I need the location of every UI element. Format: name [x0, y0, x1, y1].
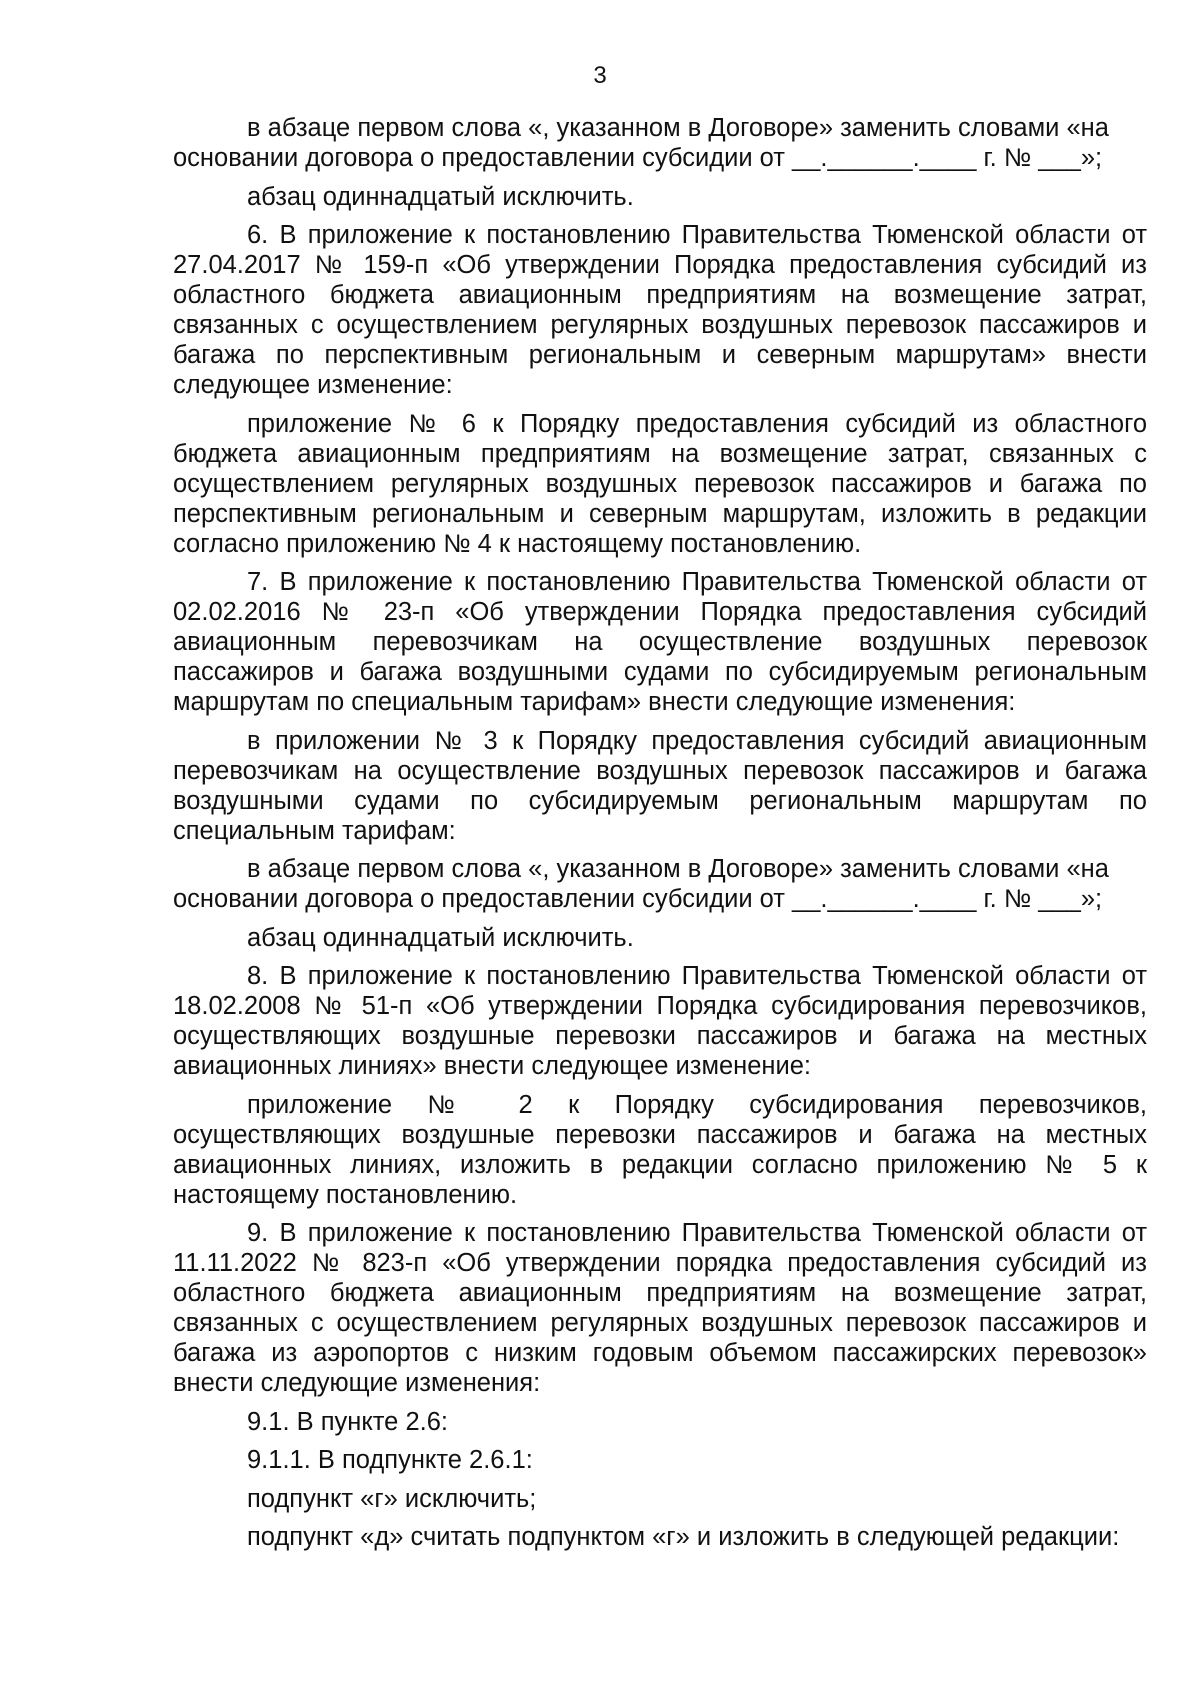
- paragraph: в приложении № 3 к Порядку предоставления субсидий авиационным перевозчикам на осуществление воздушных перевозок пассажиров и багажа воздушными судами по субсидируемым региональным маршрутам по специальным тарифам:: [173, 726, 1155, 845]
- paragraph: приложение № 6 к Порядку предоставления субсидий из областного бюджета авиационным предприятиям на возмещение затрат, связанных с осуществлением регулярных воздушных перевозок пассажиров и багажа по перспективным региональным и северным маршрутам, изложить в редакции согласно приложению № 4 к настоящему постановлению.: [173, 409, 1155, 558]
- paragraph: абзац одиннадцатый исключить.: [247, 923, 634, 952]
- paragraph: в абзаце первом слова «, указанном в Договоре» заменить словами «на основании договора о предоставлении субсидии от __.______.____ г. № ___»;: [173, 855, 1116, 913]
- paragraph: 9.1. В пункте 2.6:: [247, 1407, 448, 1436]
- document-body: [173, 113, 1155, 1561]
- page-number: 3: [593, 62, 607, 89]
- paragraph: подпункт «г» исключить;: [247, 1484, 537, 1513]
- paragraph: подпункт «д» считать подпунктом «г» и изложить в следующей редакции:: [247, 1523, 1120, 1551]
- paragraph: 6. В приложение к постановлению Правительства Тюменской области от 27.04.2017 № 159-п «Об утверждении Порядка предоставления субсидий из областного бюджета авиационным предприятиям на возмещение затрат, связанных с осуществлением регулярных воздушных перевозок пассажиров и багажа по перспективным региональным и северным маршрутам» внести следующее изменение:: [173, 221, 1155, 399]
- paragraph: приложение № 2 к Порядку субсидирования перевозчиков, осуществляющих воздушные перевозки пассажиров и багажа на местных авиационных линиях, изложить в редакции согласно приложению № 5 к настоящему постановлению.: [173, 1090, 1155, 1209]
- paragraph: 8. В приложение к постановлению Правительства Тюменской области от 18.02.2008 № 51-п «Об утверждении Порядка субсидирования перевозчиков, осуществляющих воздушные перевозки пассажиров и багажа на местных авиационных линиях» внести следующее изменение:: [173, 962, 1155, 1080]
- paragraph: 7. В приложение к постановлению Правительства Тюменской области от 02.02.2016 № 23-п «Об утверждении Порядка предоставления субсидий авиационным перевозчикам на осуществление воздушных перевозок пассажиров и багажа воздушными судами по субсидируемым региональным маршрутам по специальным тарифам» внести следующие изменения:: [173, 568, 1155, 716]
- paragraph: в абзаце первом слова «, указанном в Договоре» заменить словами «на основании договора о предоставлении субсидии от __.______.____ г. № ___»;: [173, 114, 1116, 172]
- paragraph: абзац одиннадцатый исключить.: [247, 182, 634, 211]
- paragraph: 9. В приложение к постановлению Правительства Тюменской области от 11.11.2022 № 823-п «Об утверждении порядка предоставления субсидий из областного бюджета авиационным предприятиям на возмещение затрат, связанных с осуществлением регулярных воздушных перевозок пассажиров и багажа из аэропортов с низким годовым объемом пассажирских перевозок» внести следующие изменения:: [173, 1219, 1155, 1397]
- paragraph: 9.1.1. В подпункте 2.6.1:: [247, 1446, 533, 1474]
